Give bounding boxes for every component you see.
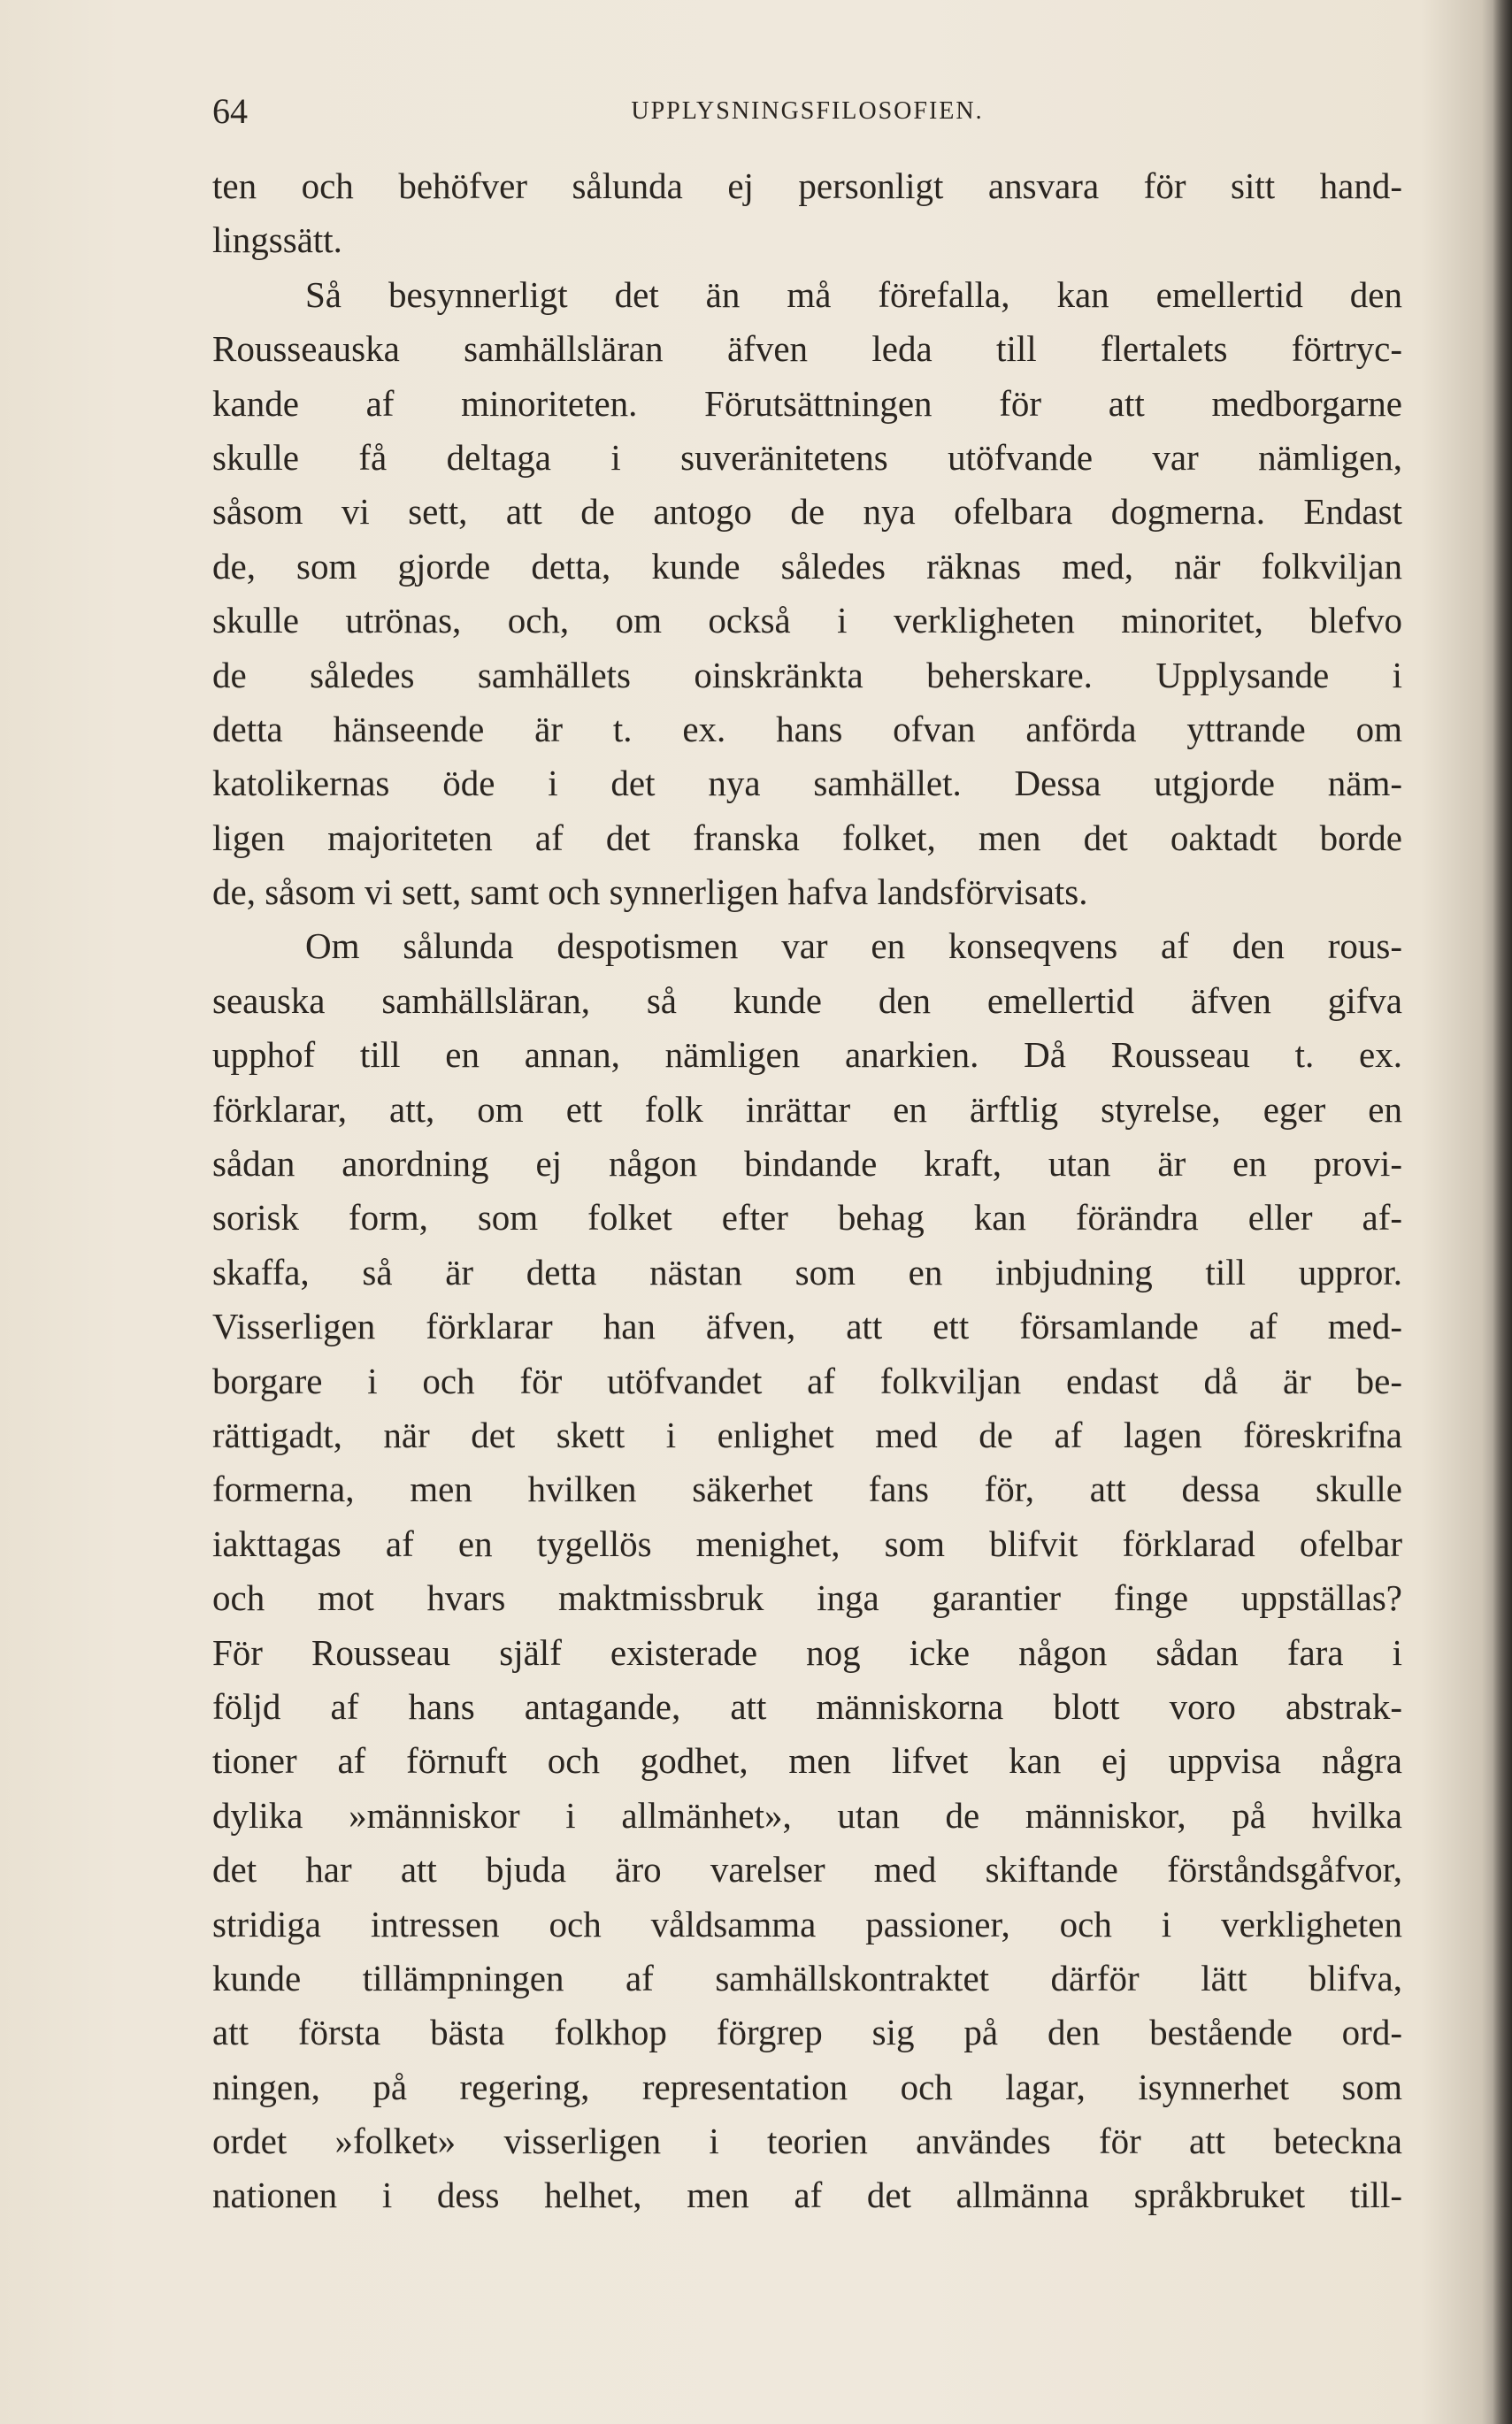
text-line: skulle utrönas, och, om också i verkligheten minoritet, blefvo	[212, 600, 1402, 641]
text-line: Om sålunda despotismen var en konseqvens af den rous-	[305, 925, 1402, 967]
text-line: iakttagas af en tygellös menighet, som blifvit förklarad ofelbar	[212, 1523, 1402, 1564]
running-head	[212, 85, 1402, 138]
text-line: det har att bjuda äro varelser med skiftande förståndsgåfvor,	[212, 1849, 1402, 1891]
page-edge-shadow	[1493, 0, 1512, 2424]
text-line: nationen i dess helhet, men af det allmänna språkbruket till-	[212, 2175, 1402, 2216]
text-line: såsom vi sett, att de antogo de nya ofelbara dogmerna. Endast	[212, 491, 1402, 533]
text-line: skulle få deltaga i suveränitetens utöfvande var nämligen,	[212, 436, 1402, 478]
text-line: tioner af förnuft och godhet, men lifvet kan ej uppvisa några	[212, 1740, 1402, 1782]
text-line: Så besynnerligt det än må förefalla, kan emellertid den	[305, 273, 1402, 315]
text-line: dylika »människor i allmänhet», utan de människor, på hvilka	[212, 1794, 1402, 1836]
text-line: kande af minoriteten. Förutsättningen för att medborgarne	[212, 382, 1402, 424]
text-line: de, som gjorde detta, kunde således räknas med, när folkviljan	[212, 545, 1402, 587]
text-line: sorisk form, som folket efter behag kan förändra eller af-	[212, 1197, 1402, 1239]
running-head-title: UPPLYSNINGSFILOSOFIEN.	[631, 97, 984, 125]
text-line: ligen majoriteten af det franska folket, men det oaktadt borde	[212, 817, 1402, 858]
text-line: ordet »folket» visserligen i teorien användes för att beteckna	[212, 2121, 1402, 2162]
text-line: stridiga intressen och våldsamma passioner, och i verkligheten	[212, 1903, 1402, 1945]
text-line: seauska samhällsläran, så kunde den emellertid äfven gifva	[212, 979, 1402, 1021]
body-text	[212, 159, 1402, 2223]
text-line: sådan anordning ej någon bindande kraft, utan är en provi-	[212, 1143, 1402, 1185]
page-number: 64	[212, 91, 248, 131]
text-line: att första bästa folkhop förgrep sig på den bestående ord-	[212, 2012, 1402, 2053]
text-line: borgare i och för utöfvandet af folkviljan endast då är be-	[212, 1360, 1402, 1401]
text-line: lingssätt.	[212, 219, 342, 261]
text-line: Rousseauska samhällsläran äfven leda till flertalets förtryc-	[212, 328, 1402, 370]
text-line: och mot hvars maktmissbruk inga garantier finge uppställas?	[212, 1577, 1402, 1619]
text-line: formerna, men hvilken säkerhet fans för, att dessa skulle	[212, 1469, 1402, 1510]
text-line: de således samhällets oinskränkta beherskare. Upplysande i	[212, 654, 1402, 695]
text-line: förklarar, att, om ett folk inrättar en ärftlig styrelse, eger en	[212, 1088, 1402, 1130]
text-line: kunde tillämpningen af samhällskontraktet därför lätt blifva,	[212, 1957, 1402, 1998]
text-line: Visserligen förklarar han äfven, att ett församlande af med-	[212, 1306, 1402, 1347]
text-line: rättigadt, när det skett i enlighet med de af lagen föreskrifna	[212, 1414, 1402, 1455]
text-line: ten och behöfver sålunda ej personligt ansvara för sitt hand-	[212, 165, 1402, 206]
text-line: följd af hans antagande, att människorna blott voro abstrak-	[212, 1685, 1402, 1727]
text-line: de, såsom vi sett, samt och synnerligen hafva landsförvisats.	[212, 871, 1088, 913]
text-line: skaffa, så är detta nästan som en inbjudning till uppror.	[212, 1251, 1402, 1293]
text-line: upphof till en annan, nämligen anarkien. Då Rousseau t. ex.	[212, 1034, 1402, 1076]
text-line: För Rousseau själf existerade nog icke någon sådan fara i	[212, 1631, 1402, 1673]
text-line: detta hänseende är t. ex. hans ofvan anförda yttrande om	[212, 708, 1402, 749]
text-line: katolikernas öde i det nya samhället. Dessa utgjorde näm-	[212, 763, 1402, 804]
text-line: ningen, på regering, representation och lagar, isynnerhet som	[212, 2066, 1402, 2107]
